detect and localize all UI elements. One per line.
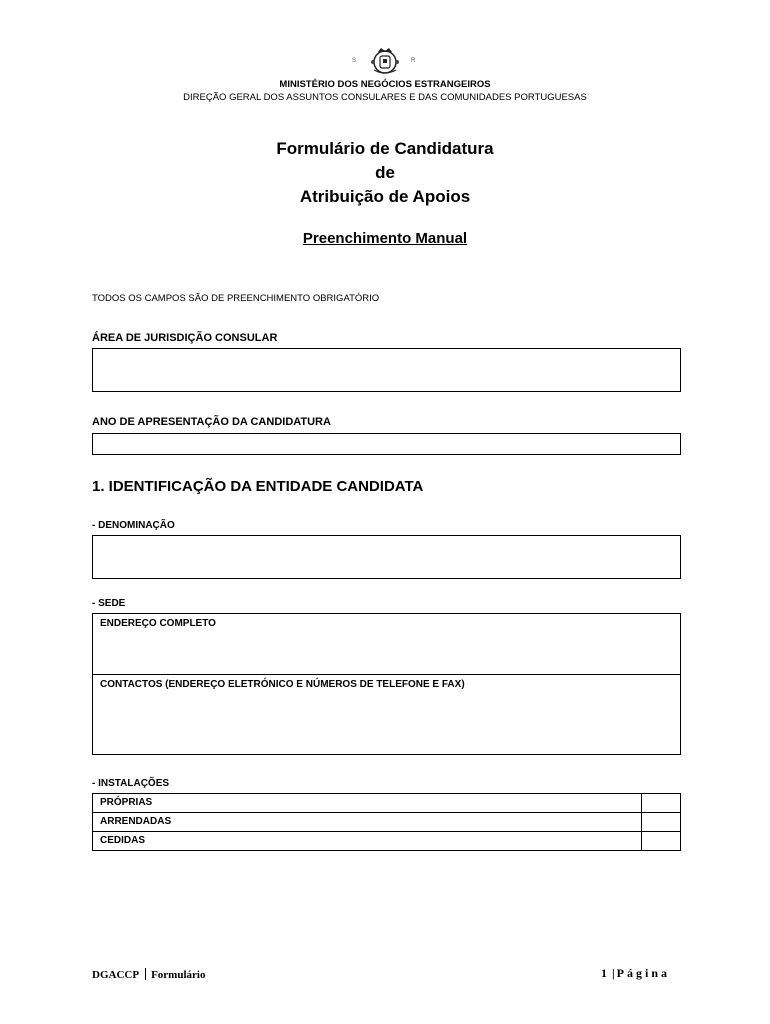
- denominacao-field[interactable]: [92, 535, 681, 579]
- instalacoes-label: - INSTALAÇÕES: [92, 778, 170, 789]
- instalacoes-row-cedidas: [93, 832, 680, 850]
- cedidas-checkbox[interactable]: [641, 832, 680, 850]
- section-1-heading: 1. IDENTIFICAÇÃO DA ENTIDADE CANDIDATA: [92, 478, 424, 495]
- contactos-field[interactable]: [93, 675, 680, 754]
- area-jurisdicao-field[interactable]: [92, 348, 681, 392]
- page-number: 1: [601, 966, 610, 980]
- sede-label: - SEDE: [92, 598, 126, 609]
- endereco-label: ENDEREÇO COMPLETO: [100, 618, 216, 629]
- mandatory-note: TODOS OS CAMPOS SÃO DE PREENCHIMENTO OBRIGATÓRIO: [92, 293, 380, 304]
- denominacao-label: - DENOMINAÇÃO: [92, 520, 175, 531]
- footer-page: 1 | Página: [601, 966, 670, 980]
- instalacoes-table: [92, 793, 681, 851]
- proprias-checkbox[interactable]: [641, 794, 680, 812]
- instalacoes-row-proprias: [93, 794, 680, 813]
- emblem-letter-right: R: [411, 58, 416, 64]
- form-title-line1: Formulário de Candidatura: [276, 139, 494, 158]
- form-title-line2: de: [375, 163, 395, 182]
- emblem-letter-left: S: [352, 58, 357, 64]
- footer-doc: Formulário: [151, 969, 206, 981]
- arrendadas-checkbox[interactable]: [641, 813, 680, 831]
- instalacoes-row-label: PRÓPRIAS: [100, 797, 153, 808]
- instalacoes-row-label: ARRENDADAS: [100, 816, 172, 827]
- instalacoes-row-label: CEDIDAS: [100, 835, 146, 846]
- area-jurisdicao-label: ÁREA DE JURISDIÇÃO CONSULAR: [92, 332, 278, 344]
- ano-apresentacao-label: ANO DE APRESENTAÇÃO DA CANDIDATURA: [92, 416, 331, 428]
- endereco-field[interactable]: [93, 614, 680, 675]
- form-subtitle: Preenchimento Manual: [302, 230, 468, 247]
- footer-left: [92, 968, 205, 981]
- page-word: Página: [616, 966, 670, 980]
- contactos-label: CONTACTOS (ENDEREÇO ELETRÓNICO E NÚMEROS DE TELEFONE E FAX): [100, 679, 465, 690]
- form-title-line3: Atribuição de Apoios: [299, 187, 471, 206]
- footer-org: DGACCP: [92, 969, 140, 981]
- ano-apresentacao-field[interactable]: [92, 433, 681, 455]
- directorate-name: DIREÇÃO GERAL DOS ASSUNTOS CONSULARES E DAS COMUNIDADES PORTUGUESAS: [183, 92, 587, 103]
- instalacoes-row-arrendadas: [93, 813, 680, 832]
- footer-separator: [145, 968, 146, 980]
- coat-of-arms-icon: [365, 46, 405, 76]
- sede-table: [92, 613, 681, 755]
- ministry-name: MINISTÉRIO DOS NEGÓCIOS ESTRANGEIROS: [279, 79, 491, 90]
